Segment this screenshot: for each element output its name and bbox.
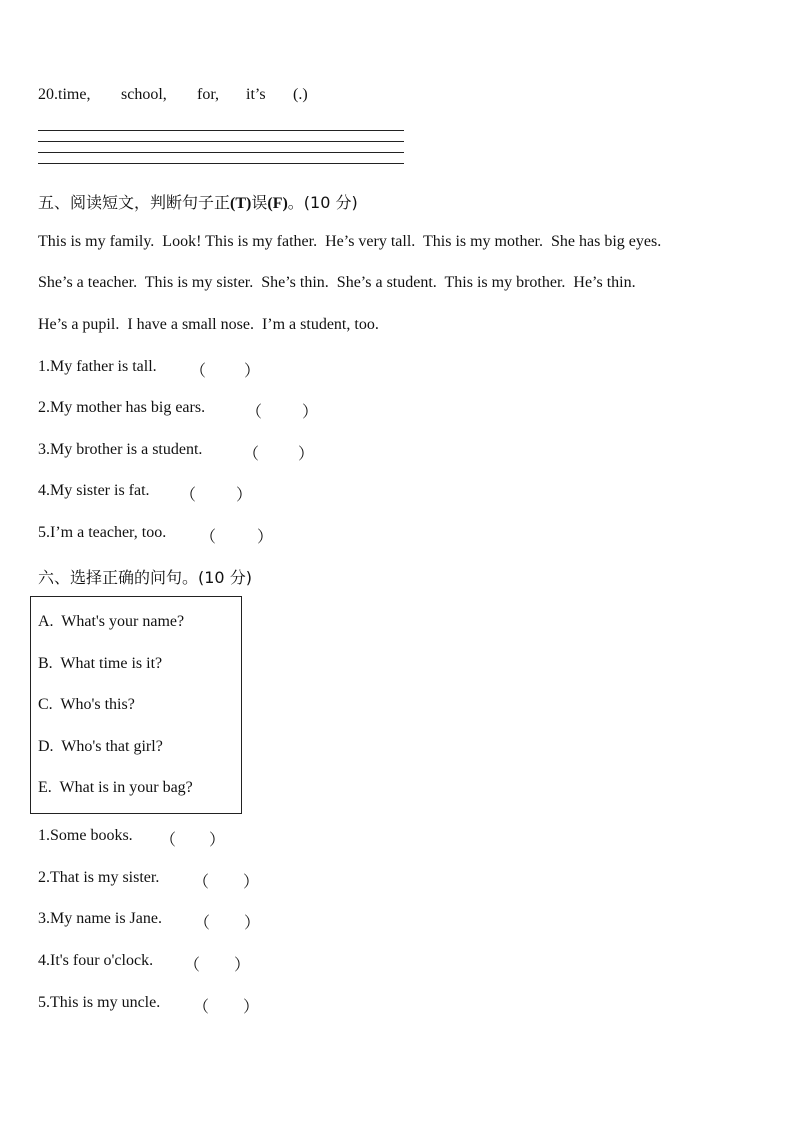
s6-item-1-paren-close: ） — [209, 832, 226, 849]
passage-line-2: She’s a teacher. This is my sister. She’s thin. She’s a student. This is my brother. He’s thin. — [38, 274, 636, 291]
option-b: B. What time is it? — [38, 655, 163, 672]
s6-item-3-paren-open: （ — [194, 915, 211, 932]
option-d: D. Who's that girl? — [38, 738, 163, 755]
s5-item-3-paren-open: （ — [243, 446, 260, 463]
s5-item-3: 3.My brother is a student. — [38, 441, 203, 458]
section6-title: 六、选择正确的问句。(10 分) — [38, 568, 252, 587]
s5-item-4-paren-close: ） — [236, 487, 253, 504]
s6-item-5: 5.This is my uncle. — [38, 994, 161, 1011]
s5-item-5-paren-open: （ — [200, 529, 217, 546]
s5-item-4: 4.My sister is fat. — [38, 482, 150, 499]
s5-item-1-paren-close: ） — [244, 363, 261, 380]
option-a: A. What's your name? — [38, 613, 185, 630]
s5-item-1: 1.My father is tall. — [38, 358, 157, 375]
s6-item-4: 4.It's four o'clock. — [38, 952, 154, 969]
s6-item-3-paren-close: ） — [244, 915, 261, 932]
q20-punctuation: (.) — [293, 86, 308, 103]
s6-item-3: 3.My name is Jane. — [38, 910, 162, 927]
option-c: C. Who's this? — [38, 696, 135, 713]
answer-line-2[interactable] — [38, 141, 404, 142]
s5-item-2-paren-close: ） — [302, 404, 319, 421]
q20-word-school: school, — [121, 86, 167, 103]
s6-item-1-paren-open: （ — [160, 832, 177, 849]
q20-number: 20.time, — [38, 86, 91, 103]
s6-item-2: 2.That is my sister. — [38, 869, 160, 886]
passage-line-1: This is my family. Look! This is my father. He’s very tall. This is my mother. She has big eyes. — [38, 233, 662, 250]
q20-word-its: it’s — [246, 86, 266, 103]
s5-item-4-paren-open: （ — [180, 487, 197, 504]
q20-word-for: for, — [197, 86, 220, 103]
passage-line-3: He’s a pupil. I have a small nose. I’m a student, too. — [38, 316, 379, 333]
section5-title: 五、阅读短文，判断句子正(T)误(F)。(10 分) — [38, 193, 358, 212]
answer-line-3[interactable] — [38, 152, 404, 153]
s5-item-5-paren-close: ） — [257, 529, 274, 546]
s5-item-1-paren-open: （ — [190, 363, 207, 380]
s5-item-2-paren-open: （ — [246, 404, 263, 421]
s6-item-2-paren-open: （ — [193, 874, 210, 891]
s6-item-5-paren-open: （ — [193, 999, 210, 1016]
s5-item-2: 2.My mother has big ears. — [38, 399, 206, 416]
s6-item-2-paren-close: ） — [243, 874, 260, 891]
s6-item-4-paren-open: （ — [184, 957, 201, 974]
s6-item-5-paren-close: ） — [243, 999, 260, 1016]
s5-item-5: 5.I’m a teacher, too. — [38, 524, 167, 541]
s6-item-1: 1.Some books. — [38, 827, 133, 844]
s5-item-3-paren-close: ） — [298, 446, 315, 463]
s6-item-4-paren-close: ） — [234, 957, 251, 974]
answer-line-4[interactable] — [38, 163, 404, 164]
option-e: E. What is in your bag? — [38, 779, 193, 796]
answer-line-1[interactable] — [38, 130, 404, 131]
